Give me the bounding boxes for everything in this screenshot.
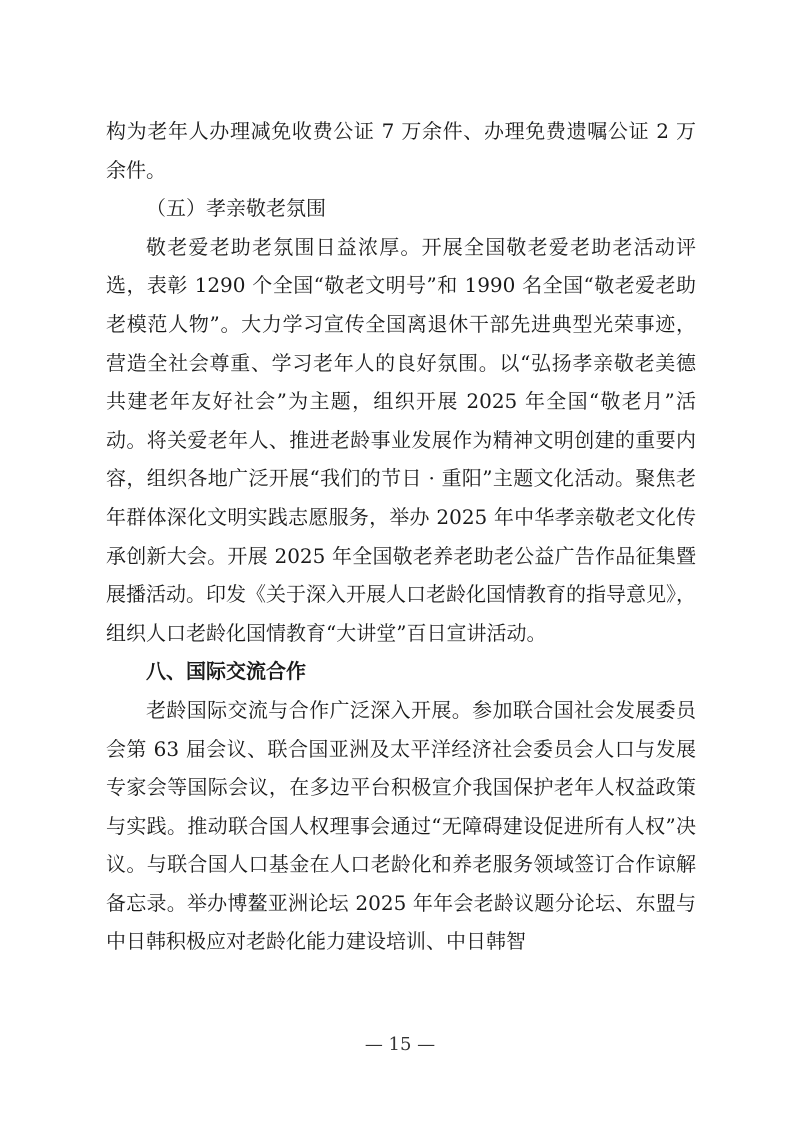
section-heading-international: 八、国际交流合作 <box>146 659 306 684</box>
page-number: — 15 — <box>364 1034 436 1055</box>
paragraph-international-cooperation: 老龄国际交流与合作广泛深入开展。参加联合国社会发展委员会第 63 届会议、联合国亚洲及太平洋经济社会委员会人口与发展专家会等国际会议，在多边平台积极宣介我国保护老年人权益政策与实践。推动联合国人权理事会通过“无障碍建设促进所有人权”决议。与联合国人口基金在人口老龄化和养老服务领域签订合作谅解备忘录。举办博鳌亚洲论坛 2025 年年会老龄议题分论坛、东盟与中日韩积极应对老龄化能力建设培训、中日韩智 <box>106 697 696 954</box>
subheading-filial-piety: （五）孝亲敬老氛围 <box>146 196 326 221</box>
paragraph-respect-elderly: 敬老爱老助老氛围日益浓厚。开展全国敬老爱老助老活动评选，表彰 1290 个全国“敬老文明号”和 1990 名全国“敬老爱老助老模范人物”。大力学习宣传全国离退休干部先进典型光荣事迹，营造全社会尊重、学习老年人的良好氛围。以“弘扬孝亲敬老美德 共建老年友好社会”为主题，组织开展 2025 年全国“敬老月”活动。将关爱老年人、推进老龄事业发展作为精神文明创建的重要内容，组织各地广泛开展“我们的节日 · 重阳”主题文化活动。聚焦老年群体深化文明实践志愿服务，举办 2025 年中华孝亲敬老文化传承创新大会。开展 2025 年全国敬老养老助老公益广告作品征集暨展播活动。印发《关于深入开展人口老龄化国情教育的指导意见》，组织人口老龄化国情教育“大讲堂”百日宣讲活动。 <box>106 234 696 645</box>
document-body <box>106 112 696 961</box>
paragraph-continuation: 构为老年人办理减免收费公证 7 万余件、办理免费遗嘱公证 2 万余件。 <box>106 119 696 182</box>
